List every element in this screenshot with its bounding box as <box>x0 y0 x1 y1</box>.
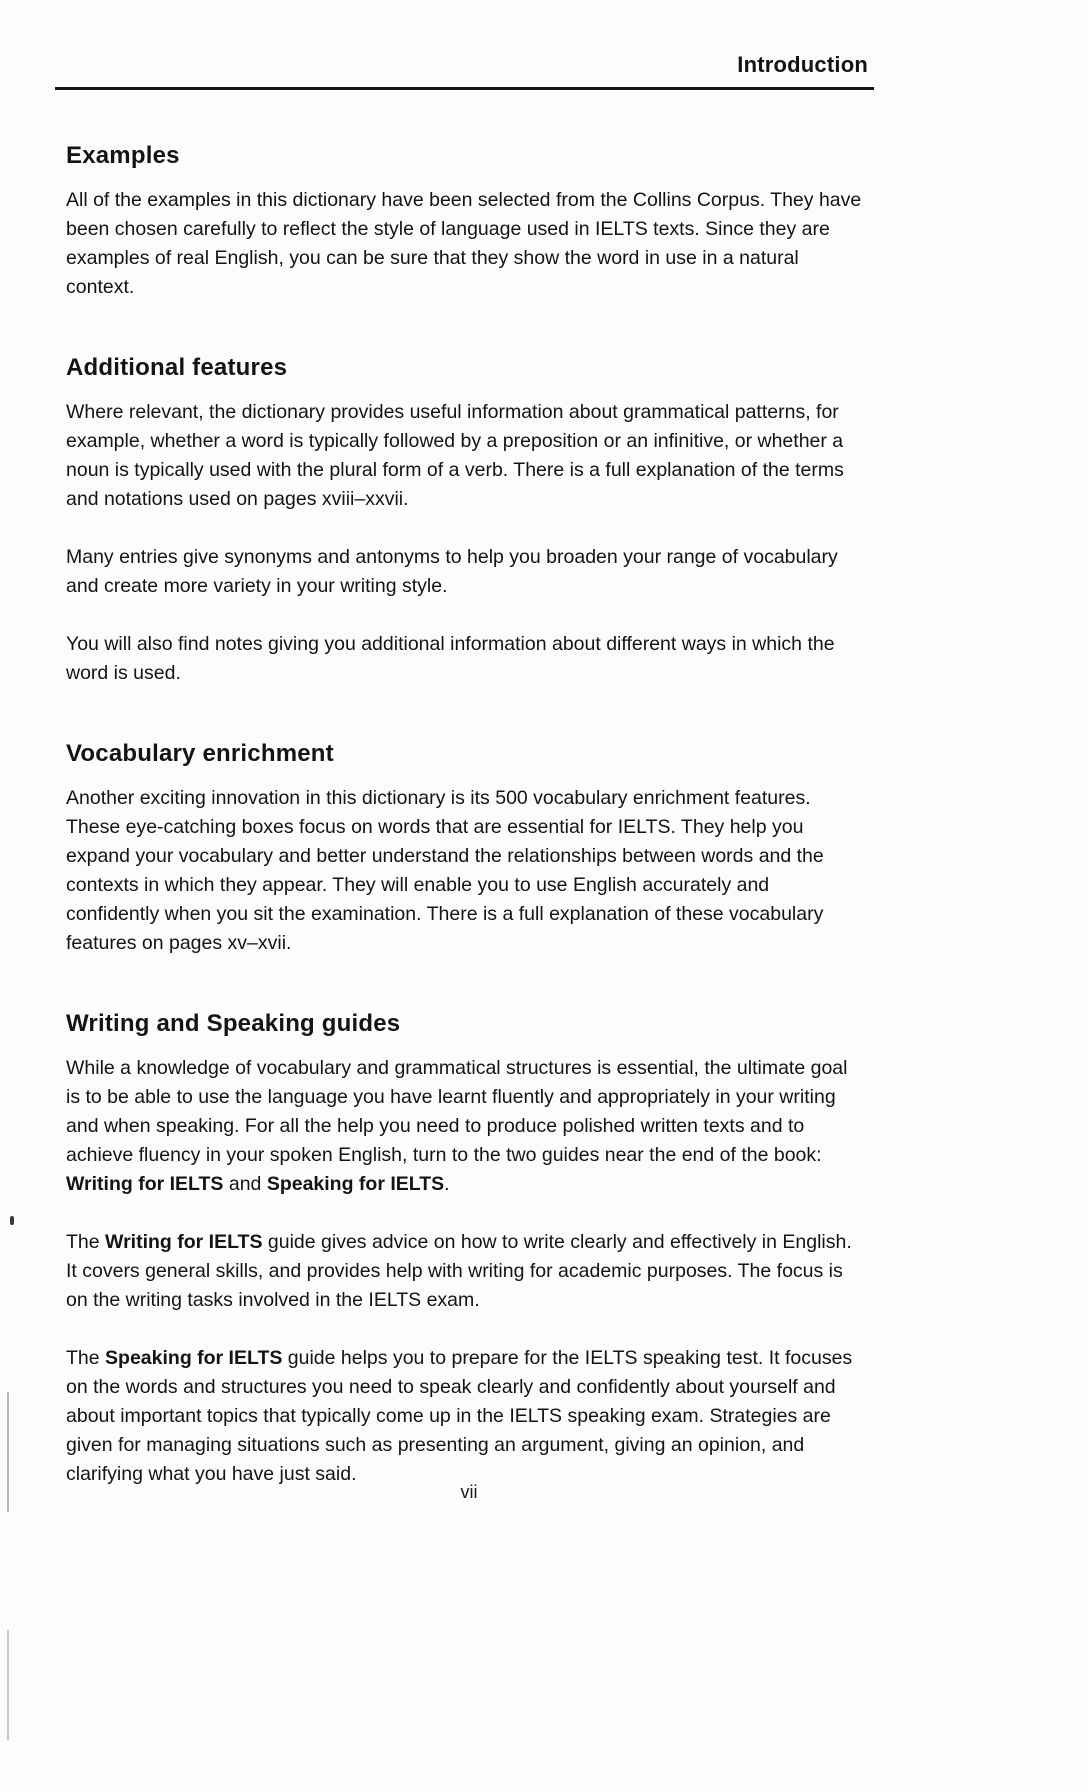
paragraph <box>66 1344 866 1489</box>
text-run: The <box>66 1231 106 1253</box>
scan-artifact-dot <box>10 1216 14 1225</box>
bold-text: Speaking for IELTS <box>266 1173 445 1195</box>
text-run: . <box>444 1173 450 1195</box>
section <box>66 354 872 688</box>
section-heading: Writing and Speaking guides <box>66 1010 401 1037</box>
scan-artifact-line <box>7 1630 9 1740</box>
text-run: Where relevant, the dictionary provides useful information about grammatical patterns, for example, whether a word is typically followed by a preposition or an infinitive, or whether a noun is typically used with the plural form of a verb. There is a full explanation of the terms and notations used on pages xviii–xxvii. <box>66 401 844 510</box>
header-rule <box>55 87 874 90</box>
bold-text: Writing for IELTS <box>105 1231 263 1253</box>
text-column <box>66 0 872 1489</box>
paragraph <box>66 630 866 688</box>
page-number: vii <box>460 1482 478 1502</box>
scan-artifact-line <box>7 1392 9 1512</box>
text-run: guide helps you to prepare for the IELTS speaking test. It focuses on the words and structures you need to speak clearly and confidently about yourself and about important topics that typically come up in the IELTS speaking exam. Strategies are given for managing situations such as presenting an argument, giving an opinion, and clarifying what you have just said. <box>66 1347 853 1485</box>
text-run: Another exciting innovation in this dictionary is its 500 vocabulary enrichment features. These eye-catching boxes focus on words that are essential for IELTS. They help you expand your vocabulary and better understand the relationships between words and the contexts in which they appear. They will enable you to use English accurately and confidently when you sit the examination. There is a full explanation of these vocabulary features on pages xv–xvii. <box>66 787 824 954</box>
paragraph <box>66 398 866 514</box>
section <box>66 142 872 302</box>
text-run: You will also find notes giving you additional information about different ways in which the word is used. <box>66 633 835 684</box>
paragraph <box>66 784 866 958</box>
bold-text: Speaking for IELTS <box>105 1347 283 1369</box>
text-run: The <box>66 1347 106 1369</box>
section-heading: Examples <box>66 142 180 169</box>
paragraph <box>66 1054 866 1199</box>
bold-text: Writing for IELTS <box>66 1173 224 1195</box>
sections-container <box>66 142 872 1489</box>
running-head-title: Introduction <box>737 52 868 77</box>
text-run: All of the examples in this dictionary have been selected from the Collins Corpus. They have been chosen carefully to reflect the style of language used in IELTS texts. Since they are examples of real English, you can be sure that they show the word in use in a natural context. <box>66 189 862 298</box>
section <box>66 1010 872 1489</box>
paragraph <box>66 1228 866 1315</box>
text-run: guide gives advice on how to write clearly and effectively in English. It covers general skills, and provides help with writing for academic purposes. The focus is on the writing tasks involved in the IELTS exam. <box>66 1231 852 1311</box>
text-run: Many entries give synonyms and antonyms to help you broaden your range of vocabulary and create more variety in your writing style. <box>66 546 838 597</box>
paragraph <box>66 543 866 601</box>
text-run: and <box>223 1173 267 1195</box>
section-heading: Additional features <box>66 354 288 381</box>
paragraph <box>66 186 866 302</box>
section-heading: Vocabulary enrichment <box>66 740 334 767</box>
text-run: While a knowledge of vocabulary and grammatical structures is essential, the ultimate goal is to be able to use the language you have learnt fluently and appropriately in your writing and when speaking. For all the help you need to produce polished written texts and to achieve fluency in your spoken English, turn to the two guides near the end of the book: <box>66 1057 848 1166</box>
section <box>66 740 872 958</box>
